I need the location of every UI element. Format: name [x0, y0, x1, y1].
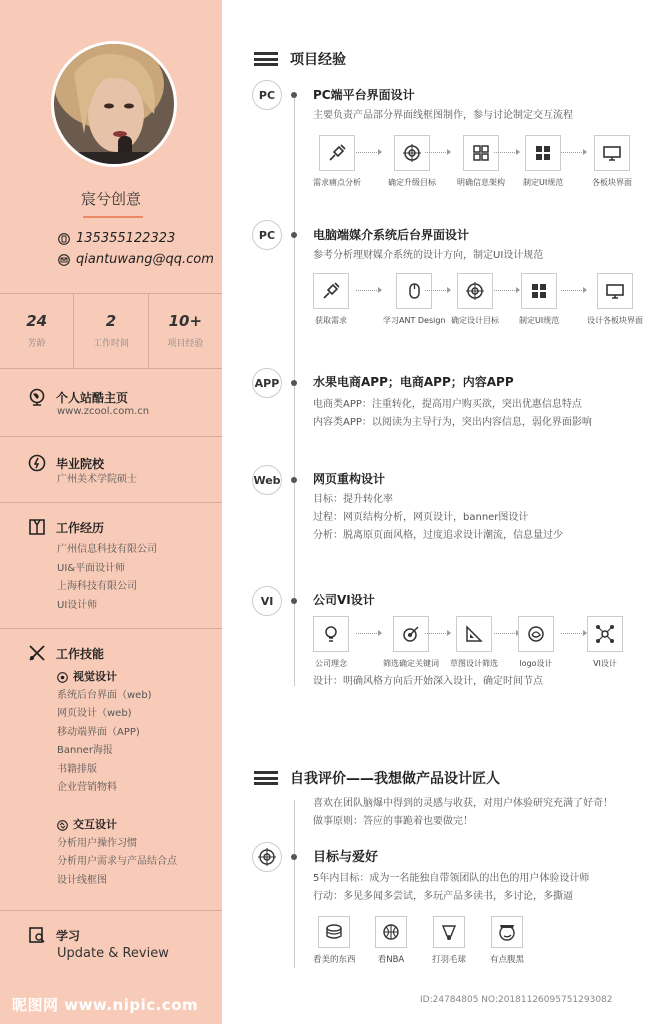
watermark-left: 昵图网 www.nipic.com — [12, 996, 199, 1014]
coins-icon — [318, 916, 350, 948]
flow-arrow — [494, 290, 519, 292]
email-icon — [58, 254, 70, 266]
profile-name: 宸兮创意 — [80, 190, 141, 208]
project-desc: 设计：明确风格方向后开始深入设计，确定时间节点 — [313, 676, 543, 687]
project-title: 电脑端媒介系统后台界面设计 — [313, 228, 470, 242]
project-badge-vi: VI — [252, 586, 282, 616]
flow-step: 制定UI规范 — [519, 273, 559, 326]
school-heading: 毕业院校 — [28, 454, 104, 472]
study-heading: 学习 — [28, 926, 80, 944]
skill-item: 书籍排版 — [57, 763, 97, 775]
sidebar — [0, 0, 222, 1024]
homepage-url[interactable]: www.zcool.com.cn — [57, 406, 150, 417]
divider — [0, 502, 222, 503]
monitor-icon — [597, 273, 633, 309]
flow-step: 获取需求 — [313, 273, 349, 326]
flow-arrow — [561, 152, 586, 154]
skill-item: 分析用户操作习惯 — [57, 837, 137, 849]
timeline-dot — [291, 598, 297, 604]
flow-step: 确定升级目标 — [388, 135, 436, 188]
name-underline — [83, 216, 143, 218]
experience-item: UI设计师 — [57, 599, 98, 611]
syringe-icon — [319, 135, 355, 171]
skill-item: 系统后台界面（web) — [57, 689, 152, 701]
hobby-item: 有点腹黑 — [490, 916, 524, 965]
project-badge-pc: PC — [252, 80, 282, 110]
flow-step: 设计各板块界面 — [587, 273, 643, 326]
homepage-heading: 个人站酷主页 — [28, 388, 128, 406]
search-document-icon — [28, 926, 46, 944]
palette-icon — [57, 672, 68, 683]
study-value: Update & Review — [57, 946, 169, 961]
flow-step: 需求痛点分析 — [313, 135, 361, 188]
flow-arrow — [425, 152, 450, 154]
target-icon — [252, 842, 282, 872]
skills-heading: 工作技能 — [28, 644, 104, 662]
self-eval-heading: 自我评价——我想做产品设计匠人 — [254, 768, 500, 788]
experience-item: 广州信息科技有限公司 — [57, 544, 157, 555]
skill-item: 企业营销物料 — [57, 782, 117, 793]
network-icon — [587, 616, 623, 652]
globe-icon — [28, 388, 46, 406]
experience-item: UI&平面设计师 — [57, 562, 126, 574]
skill-item: 网页设计（web) — [57, 708, 132, 719]
school-value: 广州美术学院硕士 — [57, 474, 137, 485]
flow-arrow — [494, 633, 519, 635]
flow-step: 学习ANT Design — [383, 273, 446, 326]
flow-step: 草图设计筛选 — [450, 616, 498, 669]
tools-icon — [28, 644, 46, 662]
stat-age: 24 芳龄 — [0, 294, 74, 368]
flow-arrow — [425, 290, 450, 292]
divider — [0, 910, 222, 911]
experience-item: 上海科技有限公司 — [57, 581, 137, 592]
project-title: 水果电商APP；电商APP；内容APP — [313, 375, 514, 389]
shuttlecock-icon — [433, 916, 465, 948]
stats-bar — [0, 293, 222, 369]
goals-text: 5年内目标：成为一名能独自带领团队的出色的用户体验设计师 行动：多见多闻多尝试，多玩产品多读书，多讨论，多撕逼 — [313, 873, 590, 902]
avatar — [51, 41, 177, 167]
target-icon — [457, 273, 493, 309]
project-badge-pc: PC — [252, 220, 282, 250]
flow-step: 确定设计目标 — [451, 273, 499, 326]
experience-list — [57, 541, 157, 615]
flow-step: 明确信息架构 — [457, 135, 505, 188]
email-address[interactable]: qiantuwang@qq.com — [76, 252, 214, 267]
experience-heading: 工作经历 — [28, 518, 104, 536]
flow-arrow — [425, 633, 450, 635]
grid-icon — [525, 135, 561, 171]
watermark-right: ID:24784805 NO:20181126095751293082 — [420, 995, 613, 1005]
flow-step: 制定UI规范 — [523, 135, 563, 188]
monitor-icon — [594, 135, 630, 171]
phone-number[interactable]: 135355122323 — [76, 231, 176, 246]
lightbulb-icon — [313, 616, 349, 652]
phone-row — [58, 231, 175, 246]
flow-step: 筛选确定关键词 — [383, 616, 439, 669]
project-desc: 参考分析理财媒介系统的设计方向，制定UI设计规范 — [313, 250, 544, 261]
skill-item: 移动端界面（APP) — [57, 726, 140, 738]
flow-arrow — [356, 633, 381, 635]
flow-arrow — [561, 633, 586, 635]
flow-arrow — [356, 152, 381, 154]
smirk-face-icon — [491, 916, 523, 948]
ruler-pencil-icon — [456, 616, 492, 652]
goals-title: 目标与爱好 — [313, 850, 379, 865]
divider — [0, 628, 222, 629]
interaction-design-heading: 交互设计 — [57, 816, 177, 835]
project-title: 公司VI设计 — [313, 593, 375, 607]
flow-step: logo设计 — [518, 616, 554, 669]
basketball-icon — [375, 916, 407, 948]
timeline-dot — [291, 92, 297, 98]
visual-design-heading: 视觉设计 — [57, 668, 152, 687]
flow-step: 公司理念 — [313, 616, 349, 669]
phone-icon — [58, 233, 70, 245]
visual-skills — [57, 668, 152, 798]
timeline-dot — [291, 380, 297, 386]
menu-lines-icon — [254, 771, 278, 785]
hobby-item: 打羽毛球 — [432, 916, 466, 965]
bullseye-icon — [393, 616, 429, 652]
shirt-icon — [28, 518, 46, 536]
logo-badge-icon — [518, 616, 554, 652]
project-desc: 主要负责产品部分界面线框图制作，参与讨论制定交互流程 — [313, 110, 573, 121]
project-title: PC端平台界面设计 — [313, 88, 415, 102]
timeline-dot — [291, 477, 297, 483]
skill-item: Banner海报 — [57, 745, 113, 756]
timeline-dot — [291, 232, 297, 238]
stat-projects: 10+ 项目经验 — [167, 312, 204, 349]
cycle-icon — [57, 820, 68, 831]
self-timeline — [294, 800, 295, 968]
self-eval-text: 喜欢在团队脑爆中得到的灵感与收获，对用户体验研究充满了好奇！ 做事原则：答应的事跪着也要做完！ — [313, 798, 613, 827]
flow-step: 各板块界面 — [592, 135, 632, 188]
email-row — [58, 252, 214, 267]
flow-step: VI设计 — [587, 616, 623, 669]
menu-lines-icon — [254, 52, 278, 66]
skill-item: 设计线框图 — [57, 874, 107, 886]
flow-arrow — [561, 290, 586, 292]
projects-heading: 项目经验 — [254, 49, 346, 69]
syringe-icon — [313, 273, 349, 309]
project-desc: 电商类APP：注重转化，提高用户购买欲，突出优惠信息特点 内容类APP：以阅读为主导行为，突出内容信息，弱化界面影响 — [313, 399, 592, 428]
grid-icon — [521, 273, 557, 309]
project-desc: 目标：提升转化率 过程：网页结构分析，网页设计，banner图设计 分析：脱离原页面风格，过度追求设计潮流，信息量过少 — [313, 494, 563, 541]
project-badge-app: APP — [252, 368, 282, 398]
project-title: 网页重构设计 — [313, 472, 386, 486]
divider — [0, 436, 222, 437]
head-idea-icon — [28, 454, 46, 472]
interaction-skills — [57, 816, 177, 890]
project-badge-web: Web — [252, 465, 282, 495]
flow-arrow — [356, 290, 381, 292]
hobby-item: 看NBA — [375, 916, 407, 965]
flow-arrow — [494, 152, 519, 154]
timeline-dot — [291, 854, 297, 860]
skill-item: 分析用户需求与产品结合点 — [57, 856, 177, 867]
hobby-item: 看美的东西 — [313, 916, 356, 965]
stat-work-years: 2 工作时间 — [74, 294, 148, 368]
